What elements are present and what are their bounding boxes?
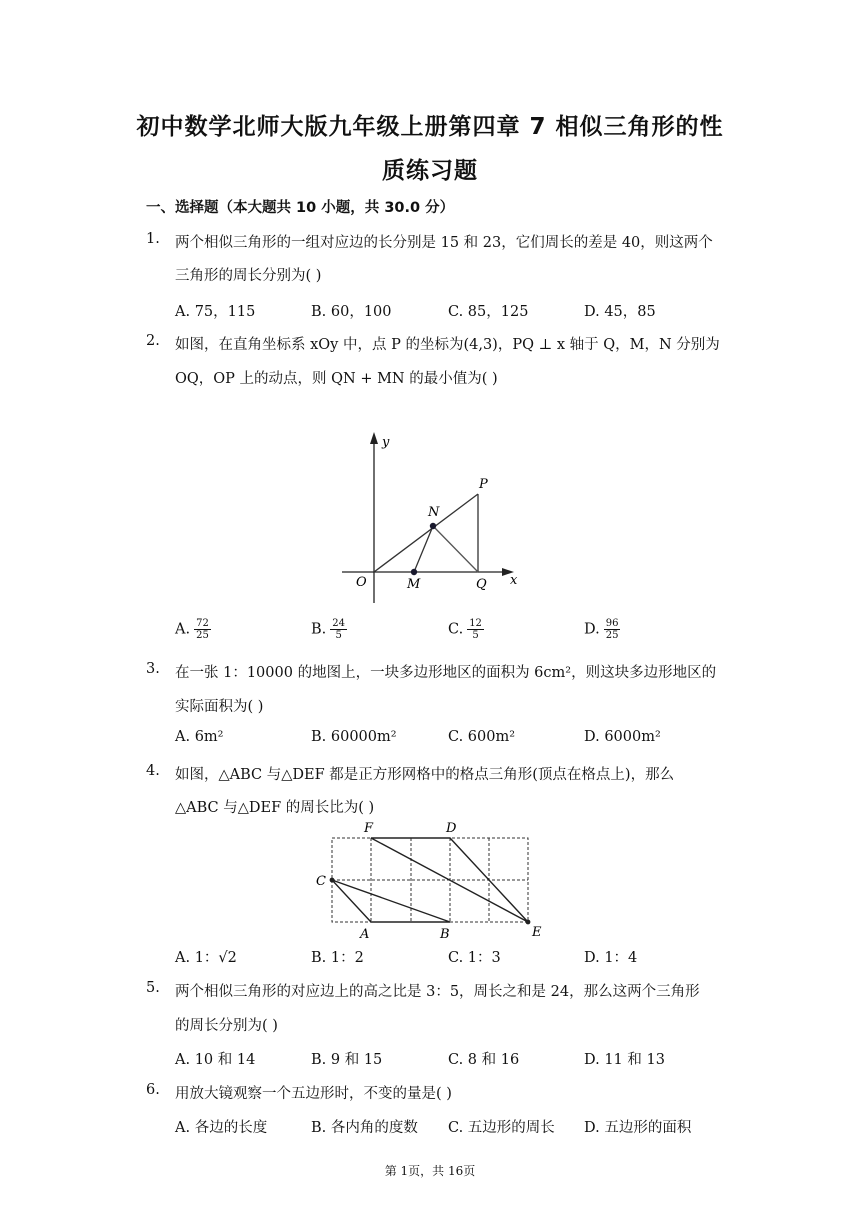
q2-number: 2. (146, 333, 160, 349)
q3-option-c: C. 600m² (448, 729, 516, 745)
segment-nq (433, 526, 478, 572)
point-n (430, 523, 436, 529)
q4-text-line2: △ABC 与△DEF 的周长比为( ) (175, 800, 375, 816)
q1-option-d: D. 45，85 (584, 304, 656, 320)
page-footer: 第 1页，共 16页 (384, 1164, 476, 1178)
q1-text-line1: 两个相似三角形的一组对应边的长分别是 15 和 23，它们周长的差是 40，则这两个 (175, 235, 713, 251)
q3-option-b: B. 60000m² (311, 729, 397, 745)
q2-option-c: C. $\frac{12}{5}$ (448, 618, 482, 641)
label-e: E (532, 925, 542, 940)
q5-text-line1: 两个相似三角形的对应边上的高之比是 3：5，周长之和是 24，那么这两个三角形 (175, 984, 700, 1000)
q2-text-line2: OQ，OP 上的动点，则 QN + MN 的最小值为( ) (175, 371, 498, 387)
q4-option-a: A. 1：√2 (175, 950, 237, 966)
label-b: B (440, 927, 450, 942)
label-a: A (360, 927, 370, 942)
q4-option-d: D. 1：4 (584, 950, 638, 966)
segment-op (374, 494, 478, 572)
q2-text-line1: 如图，在直角坐标系 xOy 中，点 P 的坐标为(4,3)，PQ ⊥ x 轴于 Q，M，N 分别为 (175, 337, 720, 353)
q4-text-line1: 如图，△ABC 与△DEF 都是正方形网格中的格点三角形(顶点在格点上)，那么 (175, 767, 675, 783)
q2-option-d: D. $\frac{96}{25}$ (584, 618, 619, 641)
q2-option-b: B. $\frac{24}{5}$ (311, 618, 345, 641)
q3-text-line2: 实际面积为( ) (175, 699, 264, 715)
q3-text-line1: 在一张 1：10000 的地图上，一块多边形地区的面积为 6cm²，则这块多边形地区的 (175, 665, 717, 681)
point-c (330, 878, 335, 883)
page-title-line2: 质练习题 (382, 158, 478, 184)
label-o: O (356, 575, 367, 590)
q4-number: 4. (146, 763, 160, 779)
q5-option-b: B. 9 和 15 (311, 1052, 383, 1068)
q4-option-b: B. 1：2 (311, 950, 364, 966)
q6-text-line1: 用放大镜观察一个五边形时，不变的量是( ) (175, 1086, 452, 1102)
q3-option-d: D. 6000m² (584, 729, 661, 745)
label-m: M (407, 577, 421, 592)
q4-grid-figure (312, 818, 552, 944)
q5-option-c: C. 8 和 16 (448, 1052, 520, 1068)
q2-option-a: A. $\frac{72}{25}$ (175, 618, 209, 641)
q6-option-a: A. 各边的长度 (175, 1120, 268, 1136)
label-q: Q (476, 577, 487, 592)
q5-option-a: A. 10 和 14 (175, 1052, 256, 1068)
label-p: P (479, 477, 488, 492)
q6-number: 6. (146, 1082, 160, 1098)
q6-option-b: B. 各内角的度数 (311, 1120, 418, 1136)
q4-option-c: C. 1：3 (448, 950, 501, 966)
label-n: N (428, 505, 440, 520)
q3-option-a: A. 6m² (175, 729, 224, 745)
segment-nm (414, 526, 433, 572)
q5-number: 5. (146, 980, 160, 996)
point-e (526, 920, 531, 925)
q5-option-d: D. 11 和 13 (584, 1052, 665, 1068)
triangle-abc (332, 880, 450, 922)
q1-option-a: A. 75，115 (175, 304, 256, 320)
q2-coordinate-figure (336, 428, 536, 608)
q1-text-line2: 三角形的周长分别为( ) (175, 268, 322, 284)
label-x: x (510, 573, 518, 588)
y-axis-arrow-icon (370, 432, 378, 444)
label-f: F (364, 821, 374, 836)
label-c: C (316, 874, 326, 889)
q6-option-c: C. 五边形的周长 (448, 1120, 555, 1136)
page-title-line1: 初中数学北师大版九年级上册第四章 7 相似三角形的性 (136, 114, 724, 140)
q6-option-d: D. 五边形的面积 (584, 1120, 692, 1136)
q1-option-b: B. 60，100 (311, 304, 392, 320)
q5-text-line2: 的周长分别为( ) (175, 1018, 278, 1034)
q3-number: 3. (146, 661, 160, 677)
dotted-grid (332, 838, 528, 922)
section-heading: 一、选择题（本大题共 10 小题，共 30.0 分） (146, 200, 455, 216)
label-d: D (446, 821, 457, 836)
point-m (411, 569, 417, 575)
label-y: y (382, 435, 390, 450)
q1-option-c: C. 85，125 (448, 304, 529, 320)
q1-number: 1. (146, 231, 160, 247)
